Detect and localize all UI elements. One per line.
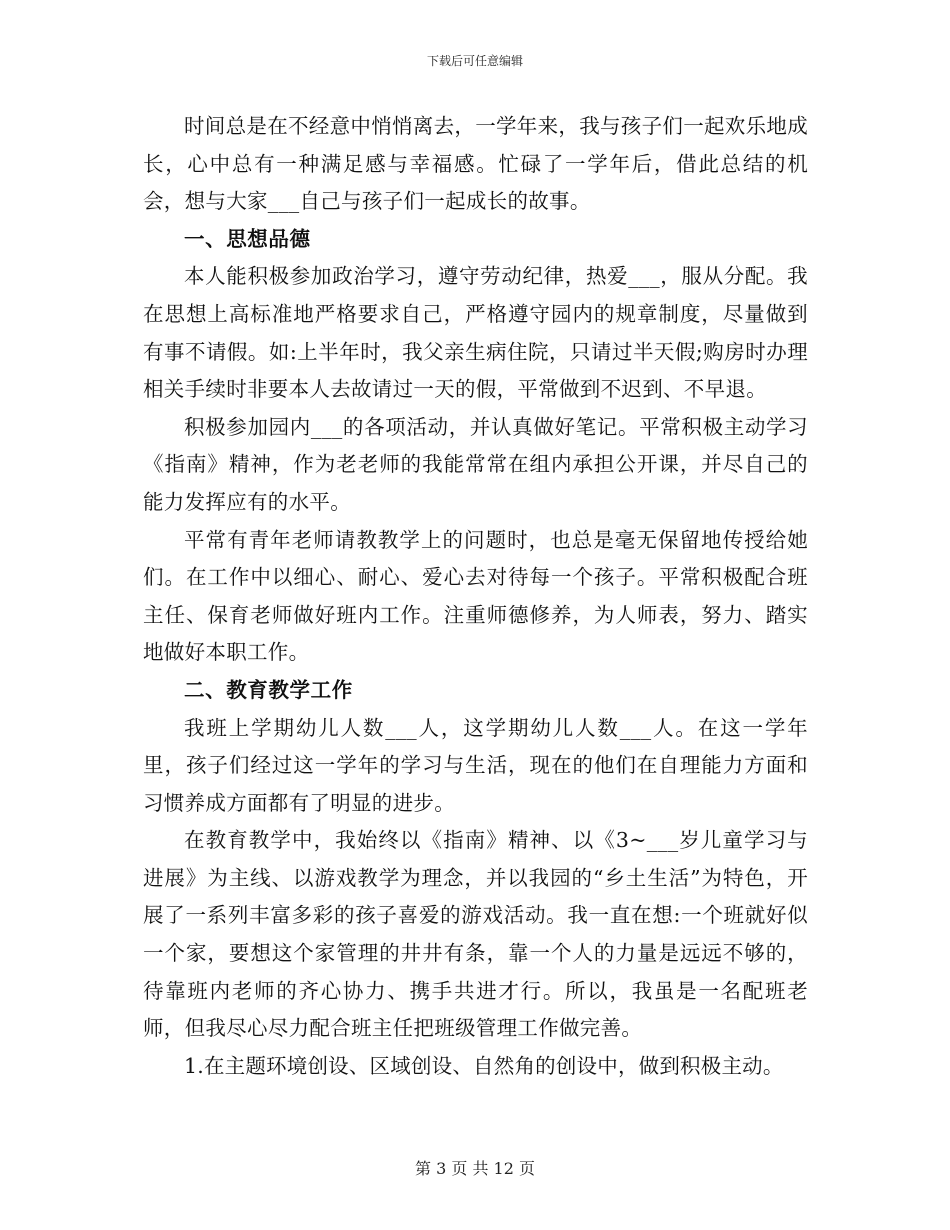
list-item-1: 1.在主题环境创设、区域创设、自然角的创设中，做到积极主动。 [184,1053,784,1078]
page-footer: 第 3 页 共 12 页 [415,1159,535,1178]
page-header: 下载后可任意编辑 [426,54,523,68]
teaching-paragraph-2: 在教育教学中，我始终以《指南》精神、以《3~___岁儿童学习与进展》为主线、以游戏教学为理念，并以我园的“乡土生活”为特色，开展了一系列丰富多彩的孩子喜爱的游戏活动。我一直在想:一个班就好似一个家，要想这个家管理的井井有条，靠一个人的力量是远远不够的，待靠班内老师的齐心协力、携手共进才行。所以，我虽是一名配班老师，但我尽心尽力配合班主任把班级管理工作做完善。 [143,828,808,1041]
ideology-paragraph-2: 积极参加园内___的各项活动，并认真做好笔记。平常积极主动学习《指南》精神，作为老老师的我能常常在组内承担公开课，并尽自己的能力发挥应有的水平。 [143,414,808,514]
section-heading-teaching: 二、教育教学工作 [184,677,353,702]
ideology-paragraph-3: 平常有青年老师请教教学上的问题时，也总是毫无保留地传授给她们。在工作中以细心、耐心、爱心去对待每一个孩子。平常积极配合班主任、保育老师做好班内工作。注重师德修养，为人师表，努力、踏实地做好本职工作。 [143,527,808,665]
section-heading-ideology: 一、思想品德 [184,226,311,251]
ideology-paragraph-1: 本人能积极参加政治学习，遵守劳动纪律，热爱___，服从分配。我在思想上高标准地严格要求自己，严格遵守园内的规章制度，尽量做到有事不请假。如:上半年时，我父亲生病住院，只请过半天假;购房时办理相关手续时非要本人去故请过一天的假，平常做到不迟到、不早退。 [143,264,808,402]
intro-paragraph: 时间总是在不经意中悄悄离去，一学年来，我与孩子们一起欢乐地成长，心中总有一种满足感与幸福感。忙碌了一学年后，借此总结的机会，想与大家___自己与孩子们一起成长的故事。 [143,114,808,214]
teaching-paragraph-1: 我班上学期幼儿人数___人，这学期幼儿人数___人。在这一学年里，孩子们经过这一学年的学习与生活，现在的他们在自理能力方面和习惯养成方面都有了明显的进步。 [143,715,808,815]
document-body [143,108,808,1085]
